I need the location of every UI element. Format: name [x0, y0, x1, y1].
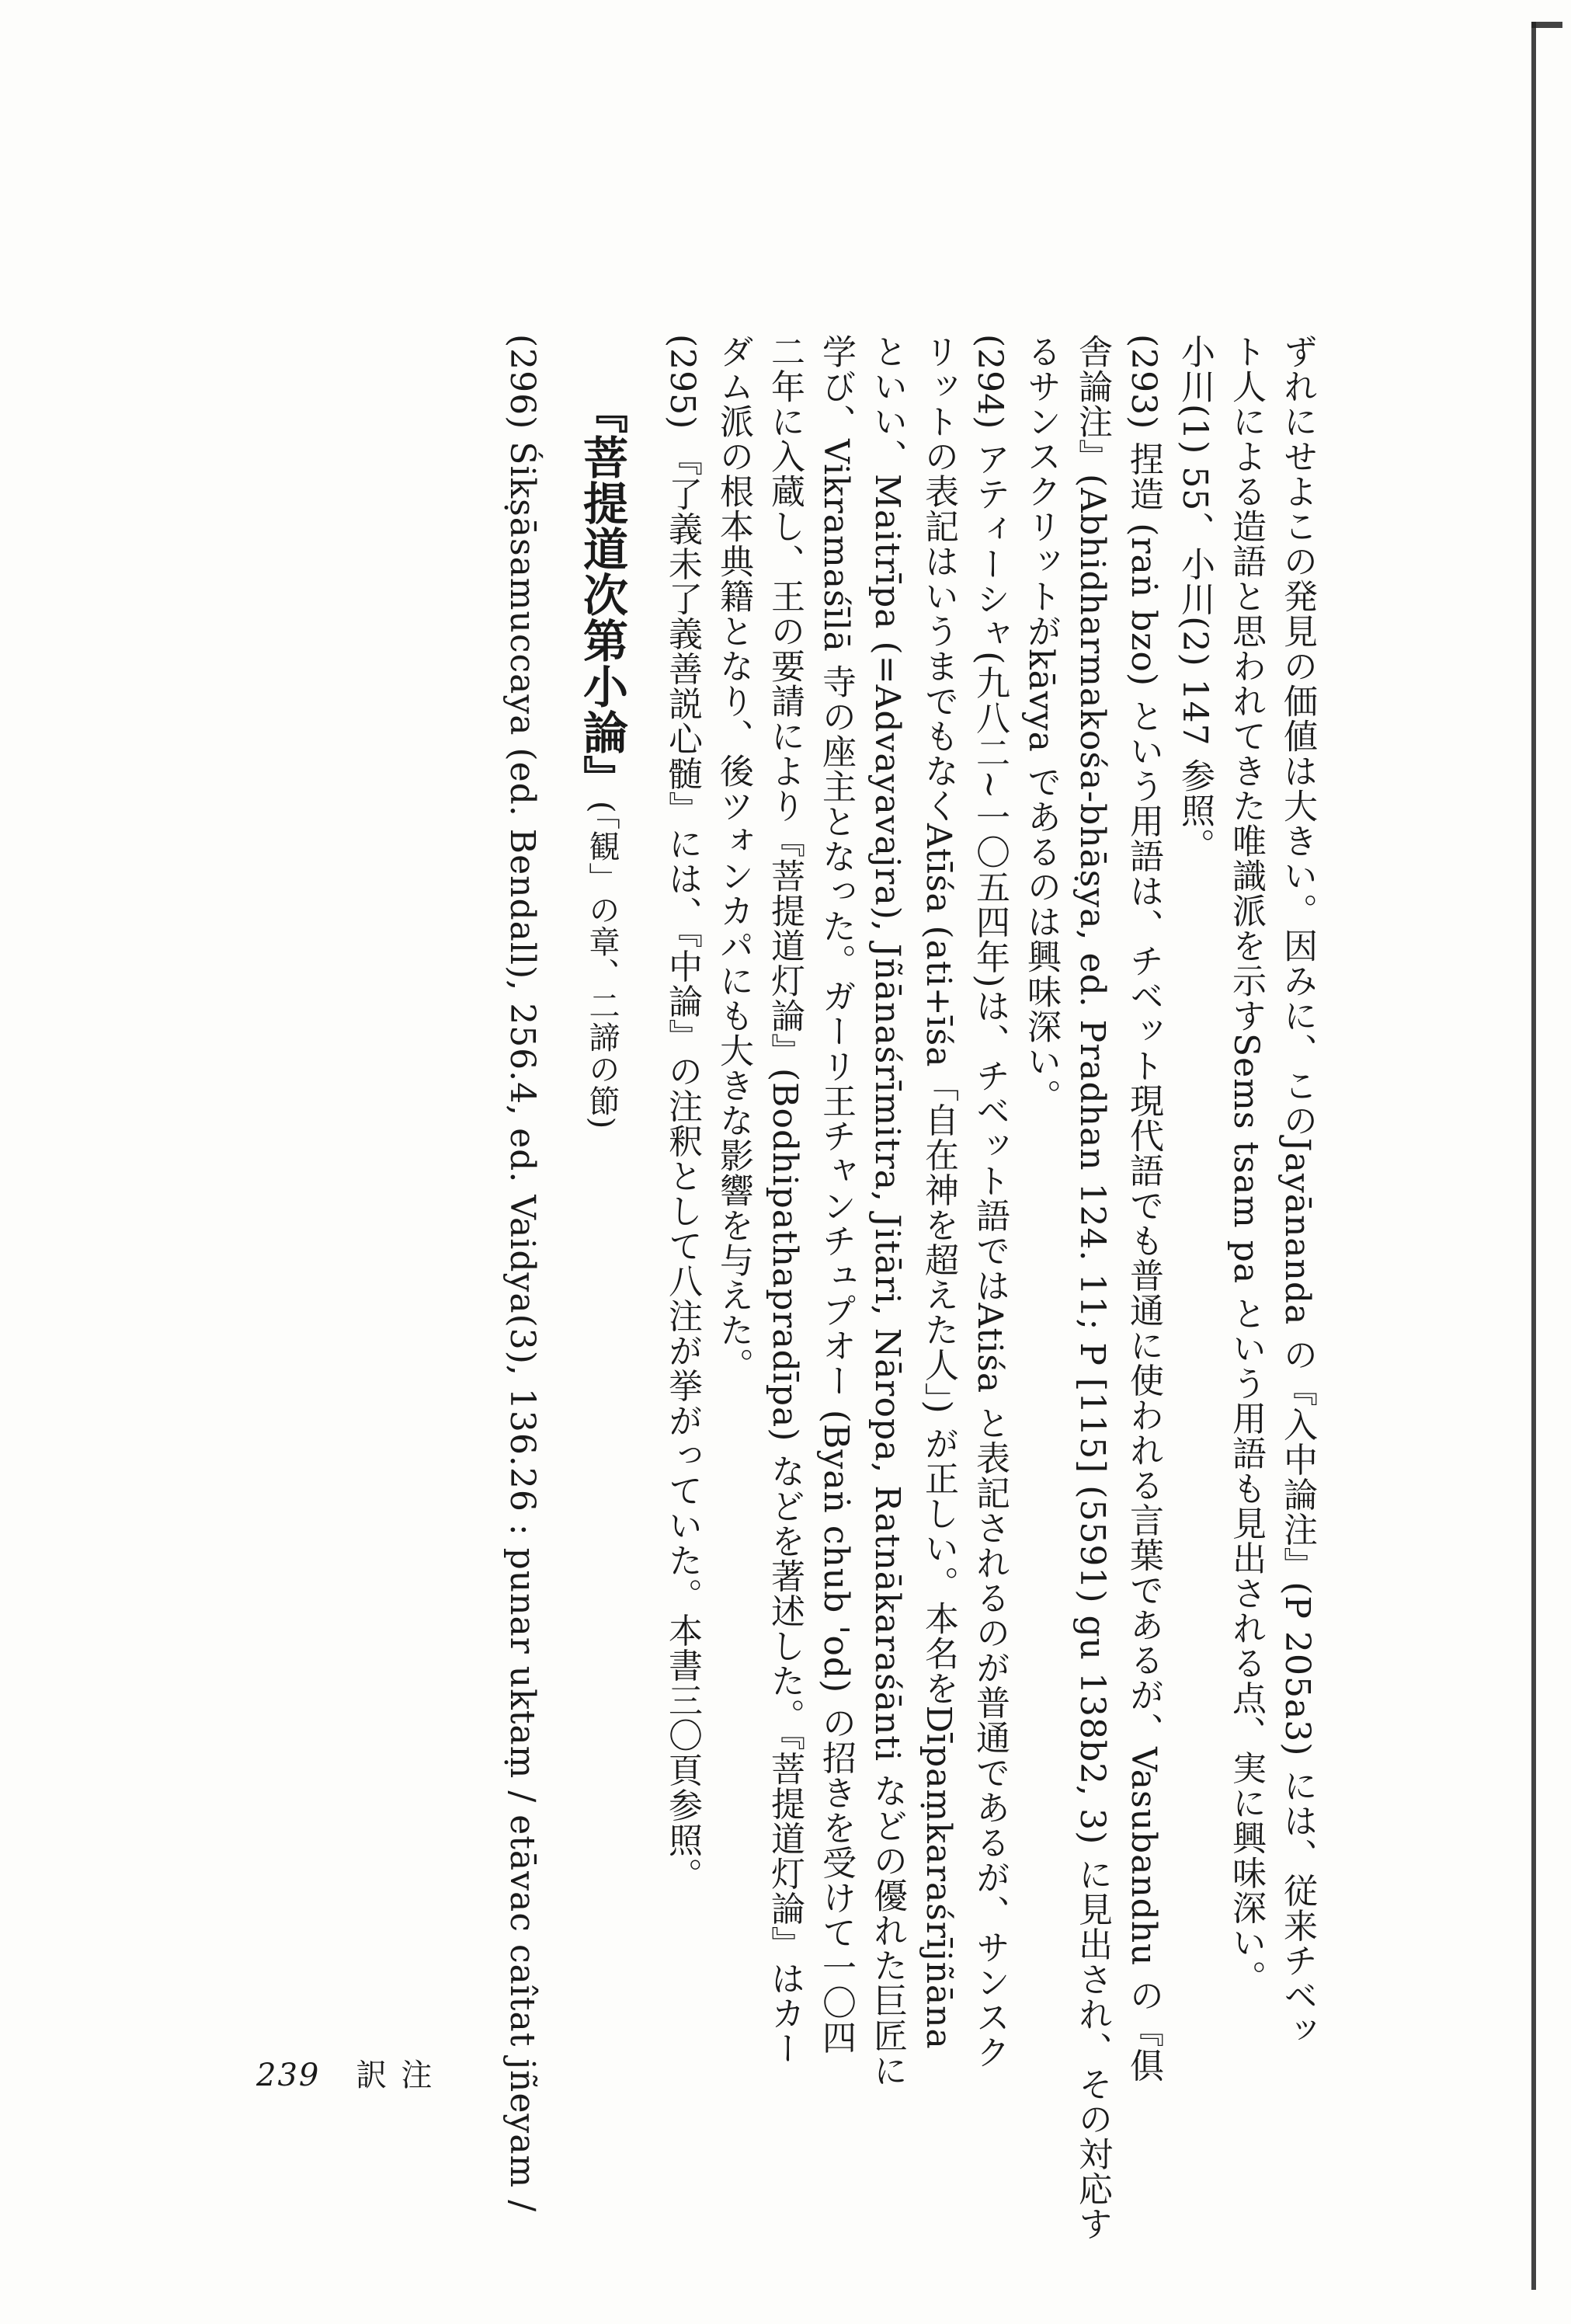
body-line: 小川(1) 55、小川(2) 147 参照。: [1175, 334, 1215, 863]
body-line: ずれにせよこの発見の価値は大きい。因みに、このJayānanda の『入中論注』(P 205a3) には、従来チベッ: [1277, 334, 1317, 2048]
note-296-line: (296) Śikṣāsamuccaya (ed. Bendall), 256.4, ed. Vaidya(3), 136.26 : punar uktaṃ / etāvac caîtat jñeyam /: [502, 334, 542, 2213]
body-line: といい、Maitrīpa (=Advayavajra), Jñānaśrīmitra, Jitāri, Nāropa, Ratnākaraśānti などの優れた巨匠に: [867, 334, 907, 2089]
section-heading: [547, 334, 656, 2120]
book-spine-cap: [1531, 22, 1562, 28]
body-line: ト人による造語と思われてきた唯識派を示すSems tsam pa という用語も見出される点、実に興味深い。: [1226, 334, 1266, 1995]
body-line: 学び、Vikramaśīlā 寺の座主となった。ガーリ王チャンチュプオー (Byaṅ chub 'od) の招きを受けて一〇四: [816, 334, 856, 2055]
vertical-text-block: [496, 334, 1322, 2242]
body-line: ダム派の根本典籍となり、後ツォンカパにも大きな影響を与えた。: [714, 334, 753, 1383]
page-footer: [256, 2051, 446, 2095]
page-number: 239: [256, 2058, 321, 2093]
section-heading-title: 『菩提道次第小論』: [575, 388, 628, 801]
running-title: 訳注: [356, 2058, 447, 2093]
note-294-line: (294) アティーシャ(九八二~一〇五四年)は、チベット語ではAtiśa と表記されるのが普通であるが、サンスク: [970, 334, 1010, 2070]
book-spine-shadow: [1531, 22, 1536, 2290]
body-line: 二年に入蔵し、王の要請により『菩提道灯論』(Bodhipathapradīpa) などを著述した。『菩提道灯論』はカー: [765, 334, 805, 2066]
note-293-line: (293) 捏造 (raṅ bzo) という用語は、チベット現代語でも普通に使われる言葉であるが、Vasubandhu の『俱: [1124, 334, 1163, 2083]
note-295-line: (295) 『了義未了義善説心髄』には、『中論』の注釈として八注が挙がっていた。本書三〇頁参照。: [662, 334, 702, 1893]
body-line: 舎論注』(Abhidharmakośa-bhāṣya, ed. Pradhan 124. 11; P [115] (5591) gu 138b2, 3) に見出され、その対応す: [1072, 334, 1112, 2242]
section-heading-subtitle: (「観」の章、二諦の節): [584, 801, 620, 1130]
body-line: るサンスクリットがkāvya であるのは興味深い。: [1021, 334, 1061, 1114]
body-line: リットの表記はいうまでもなくAtīśa (ati+īśa「自在神を超えた人」) が正しい。本名をDīpaṃkaraśrījñāna: [919, 334, 958, 2050]
